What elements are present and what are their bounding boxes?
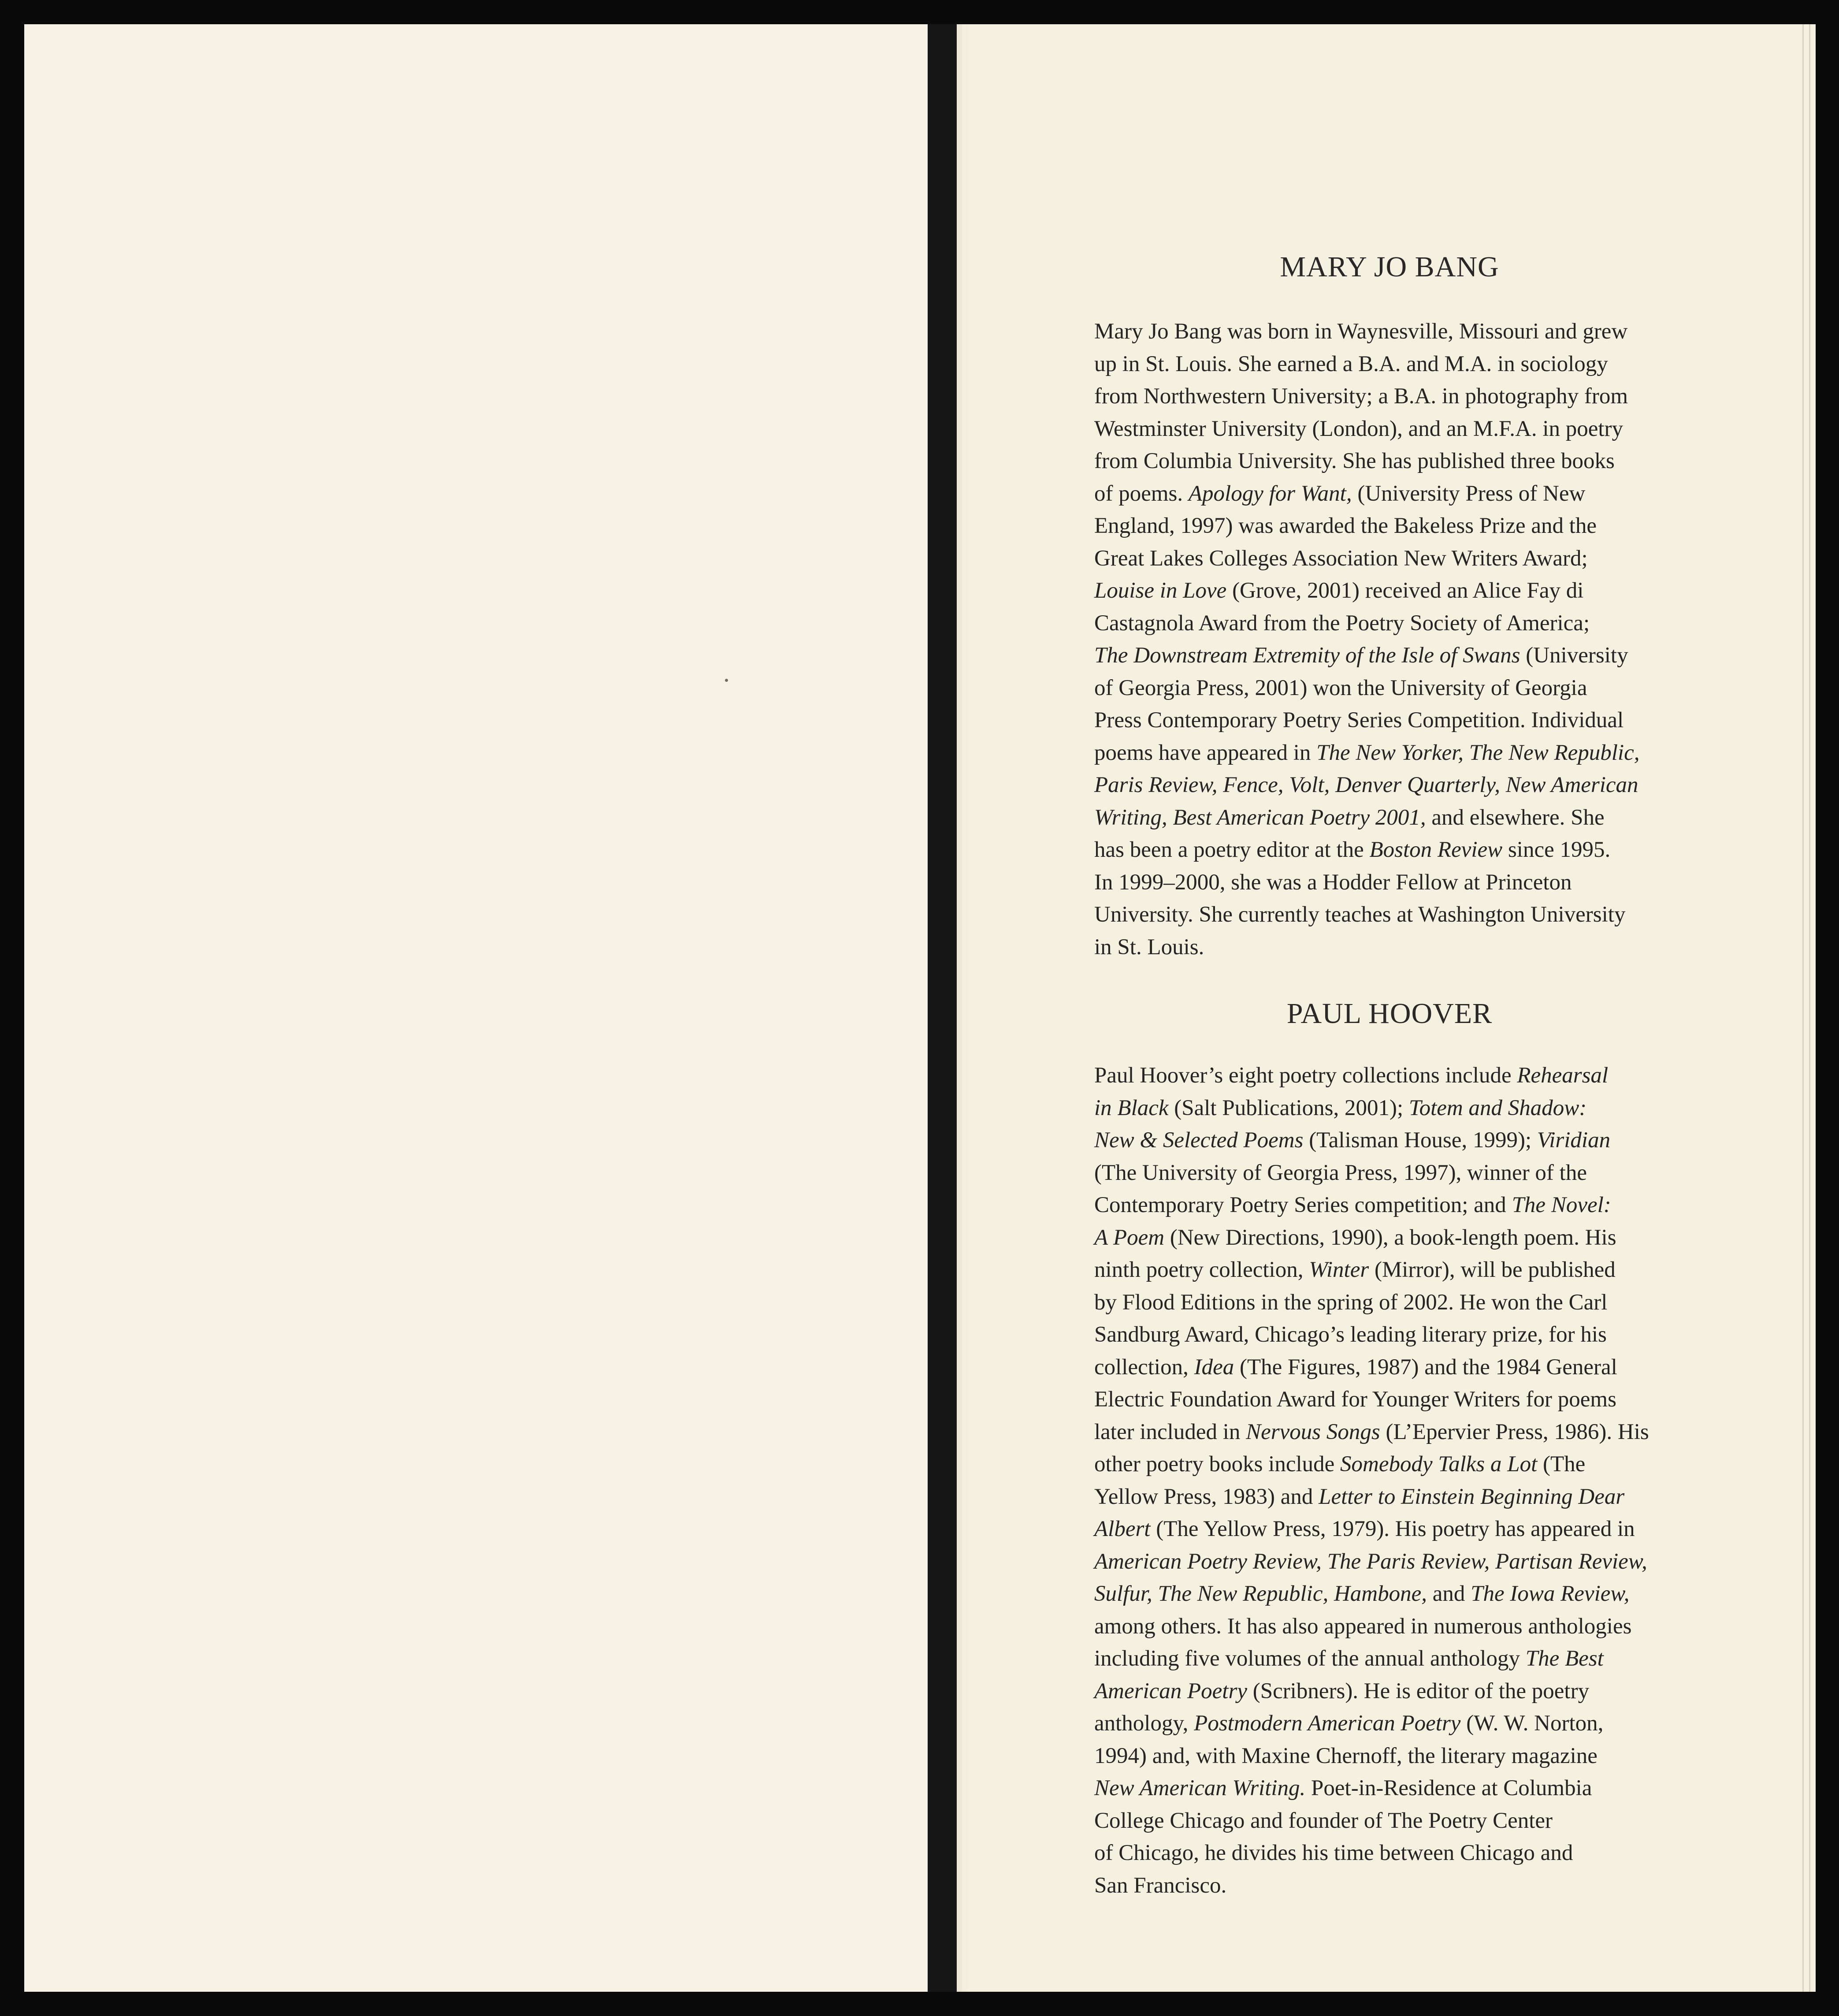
bio-line: from Columbia University. She has published three books (1094, 449, 1615, 473)
bio-line: Albert (The Yellow Press, 1979). His poetry has appeared in (1094, 1517, 1635, 1541)
italic-title: Idea (1194, 1354, 1234, 1380)
italic-title: American Poetry (1094, 1678, 1247, 1704)
italic-title: Albert (1094, 1517, 1151, 1541)
bio-line: other poetry books include Somebody Talks a Lot (The (1094, 1452, 1586, 1477)
italic-title: A Poem (1094, 1225, 1165, 1250)
italic-title: Postmodern American Poetry (1194, 1711, 1461, 1736)
bio-line: San Francisco. (1094, 1873, 1227, 1898)
bio-line: Yellow Press, 1983) and Letter to Einstein Beginning Dear (1094, 1484, 1625, 1509)
bio-line: Press Contemporary Poetry Series Competition. Individual (1094, 708, 1624, 733)
bio-line: (The University of Georgia Press, 1997), winner of the (1094, 1160, 1587, 1185)
bio-mary-jo-bang (1094, 316, 1639, 963)
bio-line: American Poetry (Scribners). He is editor of the poetry (1094, 1678, 1590, 1704)
bio-line: A Poem (New Directions, 1990), a book-length poem. His (1094, 1225, 1616, 1250)
left-blank-page (24, 24, 928, 1992)
bio-line: of Georgia Press, 2001) won the University of Georgia (1094, 675, 1587, 700)
bio-line: University. She currently teaches at Washington University (1094, 902, 1626, 927)
bio-line (1094, 1546, 1649, 1578)
bio-line: Contemporary Poetry Series competition; and The Novel: (1094, 1193, 1611, 1217)
italic-title: New American Writing. (1094, 1776, 1306, 1800)
bio-line: 1994) and, with Maxine Chernoff, the literary magazine (1094, 1743, 1598, 1768)
bio-line: in Black (Salt Publications, 2001); Totem and Shadow: (1094, 1095, 1587, 1120)
italic-title: Winter (1309, 1257, 1369, 1282)
italic-title: Nervous Songs (1246, 1419, 1380, 1444)
bio-line: Mary Jo Bang was born in Waynesville, Missouri and grew (1094, 319, 1628, 344)
italic-title: Rehearsal (1517, 1063, 1609, 1088)
italic-title: Boston Review (1369, 837, 1503, 862)
bio-line: College Chicago and founder of The Poetry Center (1094, 1808, 1553, 1833)
bio-line: Castagnola Award from the Poetry Society of America; (1094, 610, 1590, 636)
bio-line: Electric Foundation Award for Younger Writers for poems (1094, 1387, 1616, 1412)
bio-line: The Downstream Extremity of the Isle of Swans (University (1094, 643, 1628, 668)
italic-title: American Poetry Review, The Paris Review, Partisan Review, (1094, 1549, 1647, 1574)
bio-line: New & Selected Poems (Talisman House, 1999); Viridian (1094, 1128, 1611, 1153)
paper-speck (725, 679, 728, 682)
page-edge-line (1802, 24, 1804, 1992)
bio-line: Westminster University (London), and an M.F.A. in poetry (1094, 416, 1624, 441)
italic-title: Writing, Best American Poetry 2001, (1094, 805, 1426, 830)
italic-title: Viridian (1537, 1128, 1611, 1153)
bio-line: Great Lakes Colleges Association New Writers Award; (1094, 546, 1588, 571)
heading-paul-hoover: PAUL HOOVER (1286, 997, 1493, 1030)
bio-line: England, 1997) was awarded the Bakeless Prize and the (1094, 513, 1597, 538)
bio-line: by Flood Editions in the spring of 2002. He won the Carl (1094, 1290, 1608, 1315)
italic-title: The Iowa Review, (1471, 1581, 1630, 1606)
italic-title: The Best (1525, 1646, 1604, 1671)
bio-line: poems have appeared in The New Yorker, The New Republic, (1094, 740, 1640, 765)
italic-title: in Black (1094, 1095, 1169, 1120)
italic-title: Somebody Talks a Lot (1340, 1452, 1538, 1477)
page-edge-line (1809, 24, 1810, 1992)
bio-line: Paul Hoover’s eight poetry collections include Rehearsal (1094, 1063, 1609, 1088)
bio-line: among others. It has also appeared in numerous anthologies (1094, 1614, 1632, 1639)
heading-mary-jo-bang: MARY JO BANG (1280, 251, 1499, 283)
italic-title: Apology for Want, (1188, 481, 1352, 506)
italic-title: The Novel: (1512, 1193, 1611, 1217)
bio-line: of Chicago, he divides his time between Chicago and (1094, 1841, 1573, 1865)
bio-line: Louise in Love (Grove, 2001) received an Alice Fay di (1094, 578, 1584, 603)
italic-title: The New Yorker, The New Republic, (1316, 740, 1640, 765)
bio-line: ninth poetry collection, Winter (Mirror), will be published (1094, 1257, 1616, 1282)
italic-title: Louise in Love (1094, 578, 1227, 603)
bio-line: collection, Idea (The Figures, 1987) and the 1984 General (1094, 1354, 1617, 1380)
bio-line: In 1999–2000, she was a Hodder Fellow at Princeton (1094, 870, 1572, 895)
bio-line: has been a poetry editor at the Boston Review since 1995. (1094, 837, 1611, 862)
bio-line: Writing, Best American Poetry 2001, and elsewhere. She (1094, 805, 1605, 830)
bio-line: in St. Louis. (1094, 934, 1204, 960)
book-gutter (928, 24, 957, 1992)
bio-line: of poems. Apology for Want, (University Press of New (1094, 481, 1586, 506)
bio-line: including five volumes of the annual anthology The Best (1094, 1646, 1604, 1671)
bio-line: anthology, Postmodern American Poetry (W. W. Norton, (1094, 1711, 1604, 1736)
bio-line (1094, 769, 1639, 802)
bio-line: later included in Nervous Songs (L’Epervier Press, 1986). His (1094, 1419, 1649, 1444)
bio-line: New American Writing. Poet-in-Residence at Columbia (1094, 1776, 1592, 1800)
italic-title: Paris Review, Fence, Volt, Denver Quarterly, New American (1094, 773, 1638, 797)
bio-line: Sandburg Award, Chicago’s leading literary prize, for his (1094, 1322, 1607, 1347)
bio-line: from Northwestern University; a B.A. in photography from (1094, 384, 1628, 409)
bio-paul-hoover (1094, 1060, 1649, 1902)
italic-title: Totem and Shadow: (1408, 1095, 1587, 1120)
italic-title: Letter to Einstein Beginning Dear (1319, 1484, 1625, 1509)
italic-title: New & Selected Poems (1094, 1128, 1304, 1153)
bio-line: up in St. Louis. She earned a B.A. and M.A. in sociology (1094, 351, 1608, 376)
italic-title: Sulfur, The New Republic, Hambone, (1094, 1581, 1427, 1606)
italic-title: The Downstream Extremity of the Isle of Swans (1094, 643, 1520, 668)
bio-line: Sulfur, The New Republic, Hambone, and The Iowa Review, (1094, 1581, 1630, 1606)
